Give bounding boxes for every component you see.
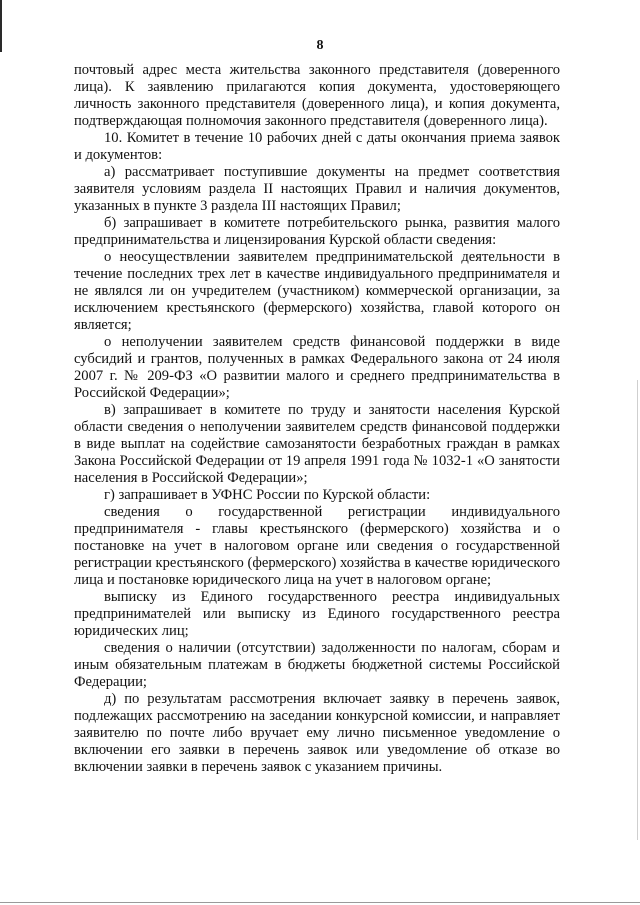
paragraph-g-tax-debt-info: сведения о наличии (отсутствии) задолженности по налогам, сборам и иным обязательным платежам в бюджеты бюджетной системы Российской Федерации; — [74, 640, 560, 690]
paragraph-continuation: почтовый адрес места жительства законного представителя (доверенного лица). К заявлению прилагаются копия документа, удостоверяющего личность законного представителя (доверенного лица), и копия документа, подтверждающая полномочия законного представителя (доверенного лица). — [74, 62, 560, 129]
scan-right-edge — [637, 380, 638, 840]
page-number: 8 — [316, 38, 324, 53]
paragraph-g-registration-info: сведения о государственной регистрации индивидуального предпринимателя - главы крестьянского (фермерского) хозяйства и о постановке на учет в налоговом органе или сведения о государственной регистрации крестьянского (фермерского) хозяйства в качестве юридического лица и постановке юридического лица на учет в налоговом органе; — [74, 504, 560, 588]
paragraph-item-10: 10. Комитет в течение 10 рабочих дней с даты окончания приема заявок и документов: — [74, 130, 560, 163]
scan-bottom-edge — [0, 902, 640, 903]
paragraph-b-entrepreneurship-info: о неосуществлении заявителем предпринимательской деятельности в течение последних трех лет в качестве индивидуального предпринимателя и не являлся ли он учредителем (участником) коммерческой организации, за исключением крестьянского (фермерского) хозяйства, главой которого он является; — [74, 249, 560, 333]
document-body — [74, 62, 560, 776]
paragraph-subitem-a: а) рассматривает поступившие документы на предмет соответствия заявителя условиям раздела II настоящих Правил и наличия документов, указанных в пункте 3 раздела III настоящих Правил; — [74, 164, 560, 214]
paragraph-subitem-d: д) по результатам рассмотрения включает заявку в перечень заявок, подлежащих рассмотрению на заседании конкурсной комиссии, и направляет заявителю по почте либо вручает ему лично письменное уведомление о включении его заявки в перечень заявок или уведомление об отказе во включении заявки в перечень заявок с указанием причины. — [74, 691, 560, 775]
paragraph-subitem-v: в) запрашивает в комитете по труду и занятости населения Курской области сведения о неполучении заявителем средств финансовой поддержки в виде выплат на содействие самозанятости безработных граждан в рамках Закона Российской Федерации от 19 апреля 1991 года № 1032-1 «О занятости населения в Российской Федерации»; — [74, 402, 560, 486]
paragraph-subitem-g: г) запрашивает в УФНС России по Курской области: — [104, 487, 431, 503]
paragraph-g-registry-extract: выписку из Единого государственного реестра индивидуальных предпринимателей или выписку из Единого государственного реестра юридических лиц; — [74, 589, 560, 639]
paragraph-b-financial-support-info: о неполучении заявителем средств финансовой поддержки в виде субсидий и грантов, полученных в рамках Федерального закона от 24 июля 2007 г. № 209-ФЗ «О развитии малого и среднего предпринимательства в Российской Федерации»; — [74, 334, 560, 401]
paragraph-subitem-b: б) запрашивает в комитете потребительского рынка, развития малого предпринимательства и лицензирования Курской области сведения: — [74, 215, 560, 248]
